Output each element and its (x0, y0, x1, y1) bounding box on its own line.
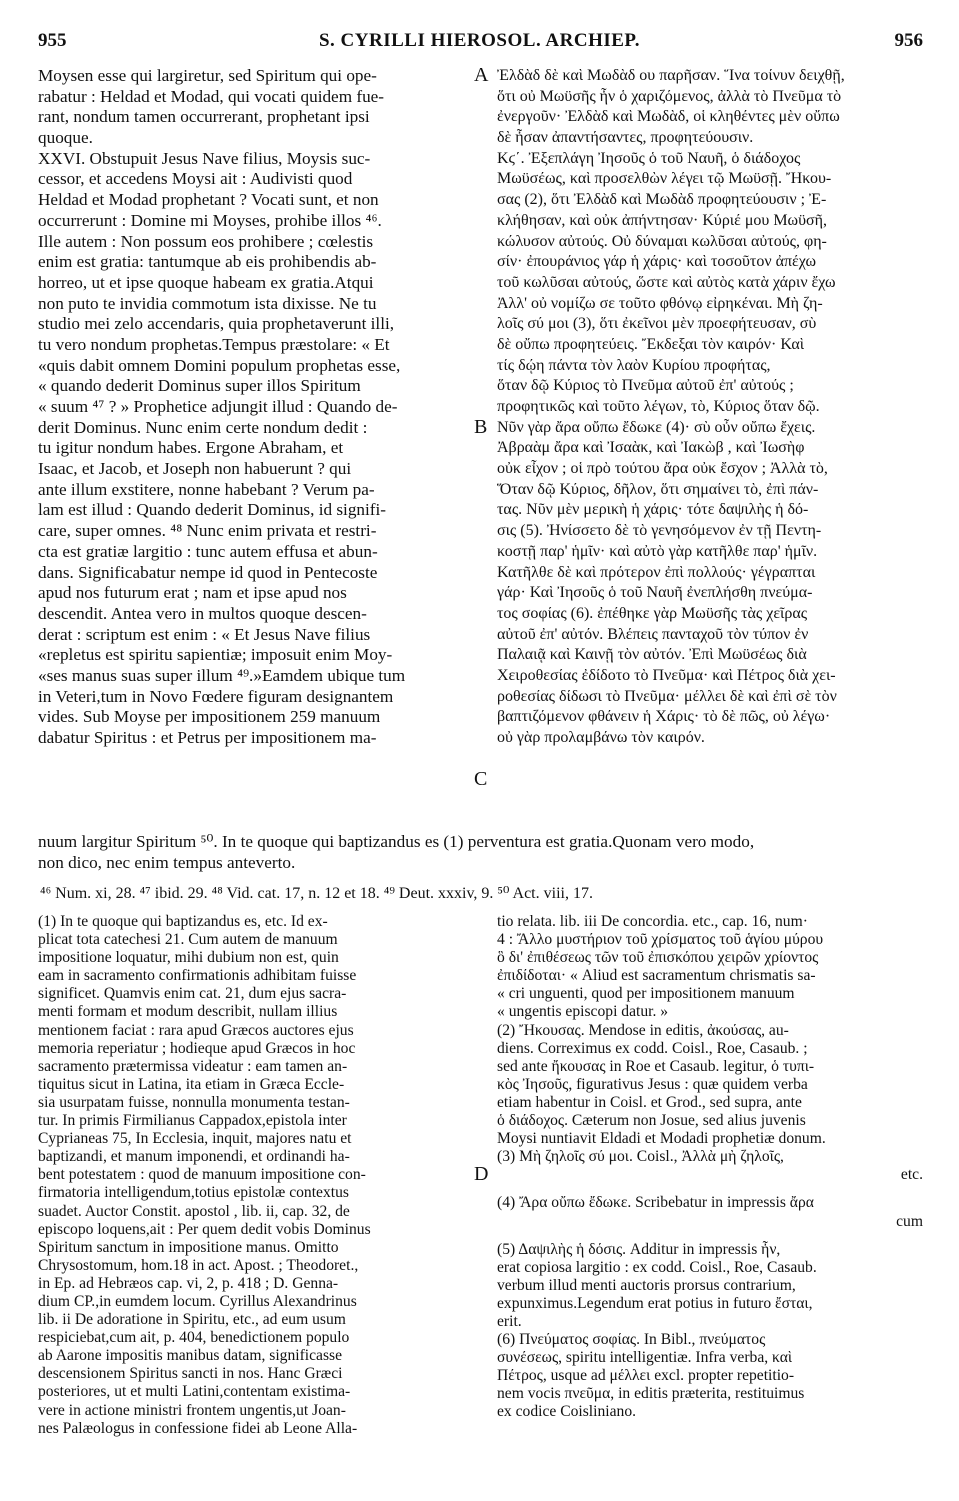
footnote-line: (1) In te quoque qui baptizandus es, etc. Id ex- (38, 913, 328, 930)
greek-text-line: δὲ ἦσαν ἀπαντήσαντες, προφητεύουσιν. (497, 129, 754, 147)
greek-text-line: σίν· ἐπουράνιος γάρ ἡ χάρις· καὶ τοσοῦτον ἀπέχω (497, 253, 817, 271)
footnote-line: Chrysostomum, hom.18 in act. Apost. ; Theodoret., (38, 1256, 359, 1274)
latin-text-line: quoque. (38, 128, 93, 148)
page-header (0, 0, 959, 60)
greek-text-line: λοῖς σύ μοι (3), ὅτι ἐκεῖνοι μὲν προεφήτευσαν, σὺ (497, 315, 817, 333)
latin-text-line: derit Dominus. Nunc enim certe nondum dedit : (38, 417, 368, 437)
scripture-references: ⁴⁶ Num. xi, 28. ⁴⁷ ibid. 29. ⁴⁸ Vid. cat. 17, n. 12 et 18. ⁴⁹ Deut. xxxiv, 9. ⁵⁰ Act. viii, 17. (40, 885, 593, 902)
footnote-line: dium CP.,in eumdem locum. Cyrillus Alexandrinus (38, 1292, 357, 1310)
greek-text-line: Ἀβραὰμ ἄρα καὶ Ἰσαὰκ, καὶ Ἰακὼβ , καὶ Ἰωσὴφ (497, 439, 805, 457)
latin-text-line: in Veteri,tum in Novo Fœdere figuram designantem (38, 686, 394, 706)
latin-text-line: descendit. Antea vero in multos quoque descen- (38, 603, 367, 623)
note-spacer (497, 1231, 923, 1241)
latin-text-line: vides. Sub Moyse per impositionem 259 manuum (38, 707, 381, 727)
full-width-line: nuum largitur Spiritum ⁵⁰. In te quoque qui baptizandus es (1) perventura est gratia.Quonam vero modo, (38, 832, 755, 851)
latin-text-line: derat : scriptum est enim : « Et Jesus Nave filius (38, 624, 371, 644)
footnote-line: sed ante ἤκουσας in Roe et Casaub. legitur, ὁ τυπι- (497, 1057, 815, 1075)
latin-text-line: Isaac, et Jacob, et Joseph non habuerunt ? qui (38, 459, 352, 479)
greek-text-line: ἐνεργοῦν· Ἐλδὰδ καὶ Μωδὰδ, οἱ κληθέντες μὲν οὔπω (497, 108, 840, 126)
greek-text-line: Παλαιᾷ καὶ Καινῇ τὸν αὐτόν. Ἐπὶ Μωϋσέως διὰ (497, 646, 807, 664)
greek-text-line: Ἀλλ' οὐ νομίζω σε τοῦτο φθόνῳ εἰρηκέναι. Μὴ ζη- (497, 294, 823, 312)
footnote-line: Moysi nuntiavit Eldadi et Modadi prophetiæ donum. (497, 1130, 826, 1148)
greek-text-line: κλήθησαν, καὶ οὐκ ἀπήντησαν· Κύριέ μου Μωϋσῆ, (497, 211, 827, 229)
footnote-line: respiciebat,cum ait, p. 404, benedictionem populo (38, 1329, 350, 1347)
running-title: S. CYRILLI HIEROSOL. ARCHIEP. (318, 30, 641, 51)
latin-text-line: Ille autem : Non possum eos prohibere ; cœlestis (38, 231, 374, 251)
latin-text-line: Moysen esse qui largiretur, sed Spiritum qui ope- (38, 66, 377, 85)
greek-text-line: τος σοφίας (6). ἐπέθηκε γὰρ Μωϋσῆς τὰς χεῖρας (497, 604, 808, 622)
notes-left-column (38, 913, 475, 1438)
full-width-text (38, 832, 924, 873)
greek-text-line: Κϛ΄. Ἐξεπλάγη Ἰησοῦς ὁ τοῦ Ναυῆ, ὁ διάδοχος (497, 149, 801, 167)
footnote-line: memoria reperiatur ; hodieque apud Græcos in hoc (38, 1039, 356, 1057)
latin-text-line: horreo, ut et ipse quoque habeam ex gratia.Atqui (38, 272, 374, 292)
footnote-line: nem vocis πνεῦμα, in editis præterita, restituimus (497, 1385, 805, 1403)
footnote-line: sacramento prætermissa videatur : eam tamen an- (38, 1057, 348, 1075)
footnote-line: bent potestatem : quod de manuum impositione con- (38, 1166, 366, 1184)
footnote-line: eam in sacramento confirmationis adhibitam fuisse (38, 967, 357, 985)
latin-text-line: «repletus est spiritu sapientiæ; imposuit enim Moy- (38, 645, 393, 665)
latin-text-line: XXVI. Obstupuit Jesus Nave filius, Moysis suc- (38, 148, 371, 168)
latin-text-line: cessor, et accedens Moysi ait : Audivisti quod (38, 169, 353, 189)
footnote-line: impositione loquatur, mihi dubium non est, quin (38, 949, 339, 967)
footnote-line: κὸς Ἰησοῦς, figurativus Jesus : quæ quidem verba (497, 1075, 808, 1093)
footnote-line: (3) Μὴ ζηλοῖς σύ μοι. Coisl., Ἀλλὰ μὴ ζηλοῖς, (497, 1148, 784, 1166)
footnote-line: descensionem Spiritus sancti in nos. Hanc Græci (38, 1365, 343, 1383)
latin-text-line: « suum ⁴⁷ ? » Prophetice adjungit illud : Quando de- (38, 397, 398, 416)
latin-text-line: occurrerunt : Domine mi Moyses, prohibe illos ⁴⁶. (38, 210, 382, 230)
greek-column (497, 66, 923, 749)
greek-text-line: προφητικῶς καὶ τοῦτο λέγων, τὸ, Κύριος ὅταν δῷ. (497, 398, 820, 415)
footnote-line: (6) Πνεύματος σοφίας. In Bibl., πνεύματος (497, 1331, 766, 1349)
footnote-line: lib. ii De adoratione in Spiritu, etc., ad eum usum (38, 1311, 346, 1329)
latin-text-line: «quis dabit omnem Domini populum prophetas esse, (38, 355, 401, 375)
footnote-line: vere in actione ministri frontem ungentis,ut Joan- (38, 1401, 346, 1419)
latin-text-line: care, super omnes. ⁴⁸ Nunc enim privata et restri- (38, 521, 377, 541)
footnote-line: ἐπιδίδοται· « Aliud est sacramentum chrismatis sa- (497, 967, 816, 985)
footnote-line: cum (896, 1212, 923, 1230)
latin-text-line: rant, nondum tamen occurrerant, prophetant ipsi (38, 107, 370, 127)
footnote-line: etiam habentur in Coisl. et Grod., sed supra, ante (497, 1093, 802, 1111)
greek-text-line: Κατῆλθε δὲ καὶ πρότερον ἐπὶ πολλούς· γέγραπται (497, 563, 816, 581)
latin-text-line: tu vero nondum prophetas.Tempus præstolare: « Et (38, 334, 390, 354)
footnote-line: menti formam et modum describit, nullam illius (38, 1003, 338, 1021)
footnote-line: tio relata. lib. iii De concordia. etc., cap. 16, num· (497, 913, 808, 930)
footnote-line: baptizandi, et manum imponendi, et ordinandi ha- (38, 1148, 350, 1166)
greek-text-line: αὐτοῦ ἐπ' αὐτόν. Βλέπεις πανταχοῦ τὸν τύπον ἐν (497, 625, 809, 643)
latin-text-line: cta est gratiæ largitio : tunc autem effusa et abun- (38, 541, 378, 561)
footnote-line: ὁ διάδοχος. Cæterum non Josue, sed alius juvenis (497, 1112, 806, 1130)
footnote-line: plicat tota catechesi 21. Cum autem de manuum (38, 931, 338, 949)
latin-text-line: studio mei zelo accendaris, quia prophetaverunt illi, (38, 314, 395, 334)
greek-text-line: ὅταν δῷ Κύριος τὸ Πνεῦμα αὐτοῦ ἐπ' αὐτούς ; (497, 377, 794, 395)
page-number-left: 955 (38, 30, 67, 51)
full-width-line: non dico, nec enim tempus anteverto. (38, 852, 296, 872)
footnote-line: « cri unguenti, quod per impositionem manuum (497, 985, 795, 1003)
margin-letter-d: D (474, 1163, 489, 1185)
footnote-line: συνέσεως, spiritu intelligentiæ. Infra verba, καὶ (497, 1349, 793, 1367)
footnote-line: episcopo loquens,ait : Per quem dedit vobis Dominus (38, 1220, 371, 1238)
greek-text-line: τας. Νῦν μὲν μερικὴ ἡ χάρις· τότε δαψιλὴς ἡ δό- (497, 501, 809, 519)
footnote-line: etc. (900, 1166, 923, 1184)
margin-letter-b: B (474, 416, 488, 438)
footnote-line: sia usurpatam fuisse, nonnulla monumenta testan- (38, 1093, 350, 1111)
footnote-line: erit. (497, 1312, 522, 1330)
greek-text-line: Νῦν γὰρ ἄρα οὔπω ἔδωκε (4)· σὺ οὖν οὔπω ἔχεις. (497, 418, 816, 436)
footnote-line: (5) Δαψιλὴς ἡ δόσις. Additur in impressis ἦν, (497, 1240, 781, 1258)
greek-text-line: γάρ· Καὶ Ἰησοῦς ὁ τοῦ Ναυῆ ἐνεπλήσθη πνεύμα- (497, 584, 813, 602)
page-number-right: 956 (894, 30, 923, 51)
latin-text-line: tu igitur nondum habes. Ergone Abraham, et (38, 438, 344, 458)
greek-text-line: κοστῇ παρ' ἡμῖν· καὶ αὐτὸ γὰρ κατῆλθε παρ' ἡμῖν. (497, 542, 818, 560)
latin-text-line: rabatur : Heldad et Modad, qui vocati quidem fue- (38, 86, 385, 106)
footnote-line: posteriores, ut et multi Latini,contentam existima- (38, 1383, 351, 1401)
greek-text-line: ροθεσίας δίδωσι τὸ Πνεῦμα· μέλλει δὲ καὶ ἐπὶ σὲ τὸν (497, 687, 837, 705)
latin-text-line: dans. Significabatur nempe id quod in Pentecoste (38, 562, 378, 582)
footnote-line: diens. Correximus ex codd. Coisl., Roe, Casaub. ; (497, 1039, 808, 1057)
footnote-line: Cyprianeas 75, In Ecclesia, inquit, majores natu et (38, 1130, 352, 1148)
footnote-line: tiquitus sicut in Latina, ita etiam in Græca Eccle- (38, 1075, 345, 1093)
greek-text-line: Μωϋσέως, καὶ προσελθὼν λέγει τῷ Μωϋσῇ. Ἤκου- (497, 170, 832, 188)
footnote-line: nes Palæologus in confessione fidei ab Leone Alla- (38, 1419, 358, 1437)
footnote-line: suadet. Auctor Constit. apostol , lib. ii, cap. 32, de (38, 1202, 350, 1220)
greek-text-line: τοῦ κωλῦσαι αὐτούς, ὥστε καὶ αὐτὸς κατὰ χάριν ἔχω (497, 273, 836, 291)
greek-text-line: Χειροθεσίας ἐδίδοτο τὸ Πνεῦμα· καὶ Πέτρος διὰ χει- (497, 666, 836, 684)
latin-text-line: ante illum exstitere, nonne habebant ? Verum pa- (38, 479, 375, 499)
margin-letter-a: A (474, 64, 489, 86)
greek-text-line: ὅτι οὐ Μωϋσῆς ἦν ὁ χαριζόμενος, ἀλλὰ τὸ Πνεῦμα τὸ (497, 87, 842, 105)
greek-text-line: κώλυσον αὐτούς. Οὐ δύναμαι κωλῦσαι αὐτούς, φη- (497, 232, 827, 250)
footnote-line: 4 : Ἄλλο μυστήριον τοῦ χρίσματος τοῦ ἁγίου μύρου (497, 931, 824, 949)
footnote-line: mentionem faciat : rara apud Græcos auctores ejus (38, 1021, 354, 1039)
latin-text-line: non puto te invidia commotum ista dixisse. Ne tu (38, 293, 377, 313)
greek-text-line: σις (5). Ἠνίσσετο δὲ τὸ γενησόμενον ἐν τῇ Πεντη- (497, 522, 822, 540)
margin-letter-c: C (474, 768, 488, 790)
footnote-line: Spiritum sanctum in impositione manus. Omitto (38, 1238, 339, 1256)
greek-text-line: δὲ οὔπω προφητεύεις. Ἔκδεξαι τὸν καιρόν· Καὶ (497, 335, 805, 353)
footnote-line: significet. Quamvis enim cat. 21, dum ejus sacra- (38, 985, 347, 1003)
greek-text-line: οὐ γὰρ προλαμβάνω τὸν καιρόν. (497, 729, 705, 746)
greek-text-line: τίς δῴη πάντα τὸν λαὸν Κυρίου προφήτας, (497, 356, 771, 374)
latin-text-line: Heldad et Modad prophetant ? Vocati sunt, et non (38, 190, 379, 210)
footnote-line: firmatoria intelligendum,totius epistolæ contextus (38, 1184, 349, 1202)
footnote-line: (2) Ἤκουσας. Mendose in editis, ἀκούσας, au- (497, 1021, 789, 1039)
footnote-line: Πέτρος, usque ad μέλλει excl. propter repetitio- (497, 1367, 795, 1385)
footnote-line: expunximus.Legendum erat potius in futuro ἔσται, (497, 1294, 813, 1312)
footnote-line: ex codice Coisliniano. (497, 1403, 637, 1421)
footnote-line: ab Aarone impositis manibus datam, significasse (38, 1347, 343, 1365)
footnote-line: (4) Ἄρα οὔπω ἔδωκε. Scribebatur in impressis ἄρα (497, 1194, 814, 1212)
latin-text-line: dabatur Spiritus : et Petrus per impositionem ma- (38, 728, 377, 747)
greek-text-line: σας (2), ὅτι Ἐλδὰδ καὶ Μωδὰδ προφητεύουσιν ; Ἐ- (497, 191, 827, 209)
latin-column (38, 66, 466, 749)
latin-text-line: enim est gratia: tantumque ab eis prohibendis ab- (38, 252, 377, 272)
footnote-line: in Ep. ad Hebræos cap. vi, 2, p. 418 ; D. Genna- (38, 1274, 339, 1292)
footnote-line: « ungentis episcopi datur. » (497, 1003, 669, 1021)
greek-text-line: Ἐλδὰδ δὲ καὶ Μωδὰδ ου παρῆσαν. Ἵνα τοίνυν δειχθῇ, (497, 67, 845, 84)
note-spacer (497, 1184, 923, 1194)
latin-text-line: apud nos futurum erat ; nam et ipse apud nos (38, 583, 347, 603)
footnote-line: tur. In primis Firmilianus Cappadox,epistola inter (38, 1112, 347, 1130)
footnote-line: verbum illud menti auctoris prorsus contrarium, (497, 1276, 796, 1294)
latin-text-line: «ses manus suas super illum ⁴⁹.»Eamdem ubique tum (38, 665, 406, 685)
footnote-line: erat copiosa largitio : ex codd. Coisl., Roe, Casaub. (497, 1258, 817, 1276)
latin-text-line: lam est illud : Quando dederit Dominus, id signifi- (38, 500, 387, 520)
greek-text-line: βαπτιζόμενον φθάνειν ἡ Χάρις· τὸ δὲ πῶς, οὐ λέγω· (497, 708, 831, 726)
footnote-line: ὃ δι' ἐπιθέσεως τῶν τοῦ ἐπισκόπου χειρῶν χρίοντος (497, 949, 819, 967)
latin-text-line: « quando dederit Dominus super illos Spiritum (38, 376, 361, 396)
greek-text-line: Ὅταν δῷ Κύριος, δῆλον, ὅτι σημαίνει τὸ, ἐπὶ πάν- (497, 480, 819, 498)
notes-right-column (497, 913, 923, 1422)
greek-text-line: οὐκ εἶχον ; οἱ πρὸ τούτου ἄρα οὐκ ἔσχον ; Ἀλλὰ τὸ, (497, 460, 828, 478)
